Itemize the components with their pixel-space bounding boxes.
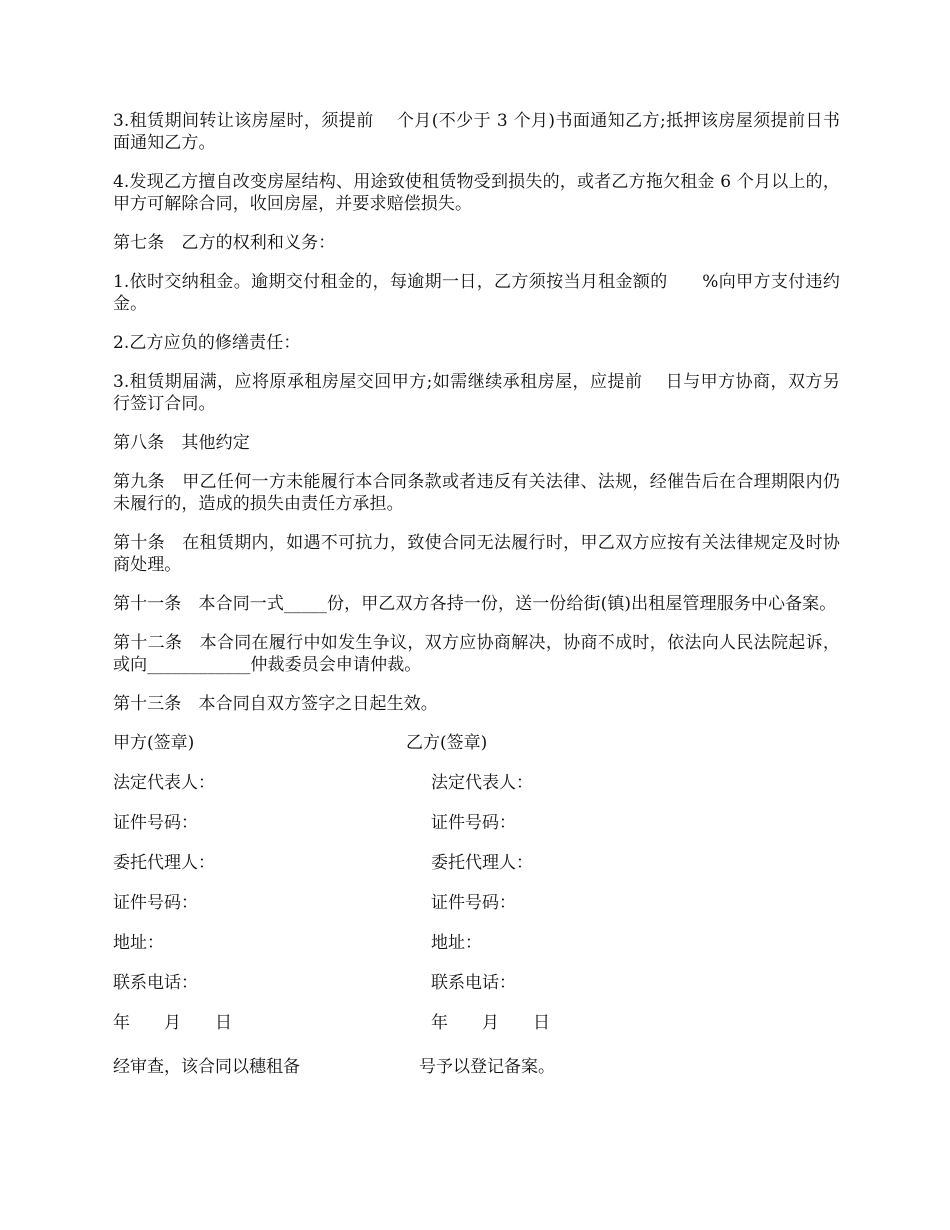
clause-transfer-notice: 3.租赁期间转让该房屋时，须提前 个月(不少于 3 个月)书面通知乙方;抵押该房屋须提前日书面通知乙方。 bbox=[113, 111, 840, 153]
party-b-field-label: 地址： bbox=[431, 933, 482, 953]
article-9: 第九条 甲乙任何一方未能履行本合同条款或者违反有关法律、法规，经催告后在合理期限内仍未履行的，造成的损失由责任方承担。 bbox=[113, 472, 840, 514]
party-a-field-label: 法定代表人： bbox=[113, 773, 215, 793]
signature-row-id-number bbox=[113, 812, 840, 834]
article-12: 第十二条 本合同在履行中如发生争议，双方应协商解决，协商不成时，依法向人民法院起诉，或向____________仲裁委员会申请仲裁。 bbox=[113, 633, 840, 675]
party-a-field-label: 证件号码： bbox=[113, 893, 198, 913]
party-a-date: 年 月 日 bbox=[113, 1013, 232, 1033]
party-b-field-label: 联系电话： bbox=[431, 973, 516, 993]
party-b-field-label: 法定代表人： bbox=[431, 773, 533, 793]
party-a-field-label: 委托代理人： bbox=[113, 853, 215, 873]
signature-row-agent-id bbox=[113, 892, 840, 914]
article-13: 第十三条 本合同自双方签字之日起生效。 bbox=[113, 694, 438, 714]
signature-header-row bbox=[113, 732, 840, 754]
party-a-signature-label: 甲方(签章) bbox=[113, 733, 195, 753]
party-a-field-label: 证件号码： bbox=[113, 813, 198, 833]
party-b-signature-label: 乙方(签章) bbox=[406, 733, 488, 753]
clause-repair-duty: 2.乙方应负的修缮责任： bbox=[113, 333, 301, 353]
signature-row-agent bbox=[113, 852, 840, 874]
signature-row-date bbox=[113, 1012, 840, 1034]
party-a-field-label: 联系电话： bbox=[113, 973, 198, 993]
article-8: 第八条 其他约定 bbox=[113, 433, 250, 453]
signature-row-address bbox=[113, 932, 840, 954]
clause-rent-payment: 1.依时交纳租金。逾期交付租金的，每逾期一日，乙方须按当月租金额的 %向甲方支付违约金。 bbox=[113, 272, 840, 314]
party-a-field-label: 地址： bbox=[113, 933, 164, 953]
article-11: 第十一条 本合同一式_____份，甲乙双方各持一份，送一份给街(镇)出租屋管理服务中心备案。 bbox=[113, 594, 837, 614]
party-b-date: 年 月 日 bbox=[431, 1013, 550, 1033]
party-b-field-label: 证件号码： bbox=[431, 813, 516, 833]
article-7-heading: 第七条 乙方的权利和义务： bbox=[113, 233, 336, 253]
clause-termination: 4.发现乙方擅自改变房屋结构、用途致使租赁物受到损失的，或者乙方拖欠租金 6 个月以上的，甲方可解除合同，收回房屋，并要求赔偿损失。 bbox=[113, 172, 840, 214]
signature-row-phone bbox=[113, 972, 840, 994]
registration-note: 经审查，该合同以穗租备 号予以登记备案。 bbox=[113, 1057, 555, 1077]
party-b-field-label: 委托代理人： bbox=[431, 853, 533, 873]
signature-row-representative bbox=[113, 772, 840, 794]
clause-lease-expiry: 3.租赁期届满，应将原承租房屋交回甲方;如需继续承租房屋，应提前 日与甲方协商，双方另行签订合同。 bbox=[113, 372, 840, 414]
party-b-field-label: 证件号码： bbox=[431, 893, 516, 913]
contract-page bbox=[113, 110, 840, 1078]
article-10: 第十条 在租赁期内，如遇不可抗力，致使合同无法履行时，甲乙双方应按有关法律规定及时协商处理。 bbox=[113, 533, 840, 575]
